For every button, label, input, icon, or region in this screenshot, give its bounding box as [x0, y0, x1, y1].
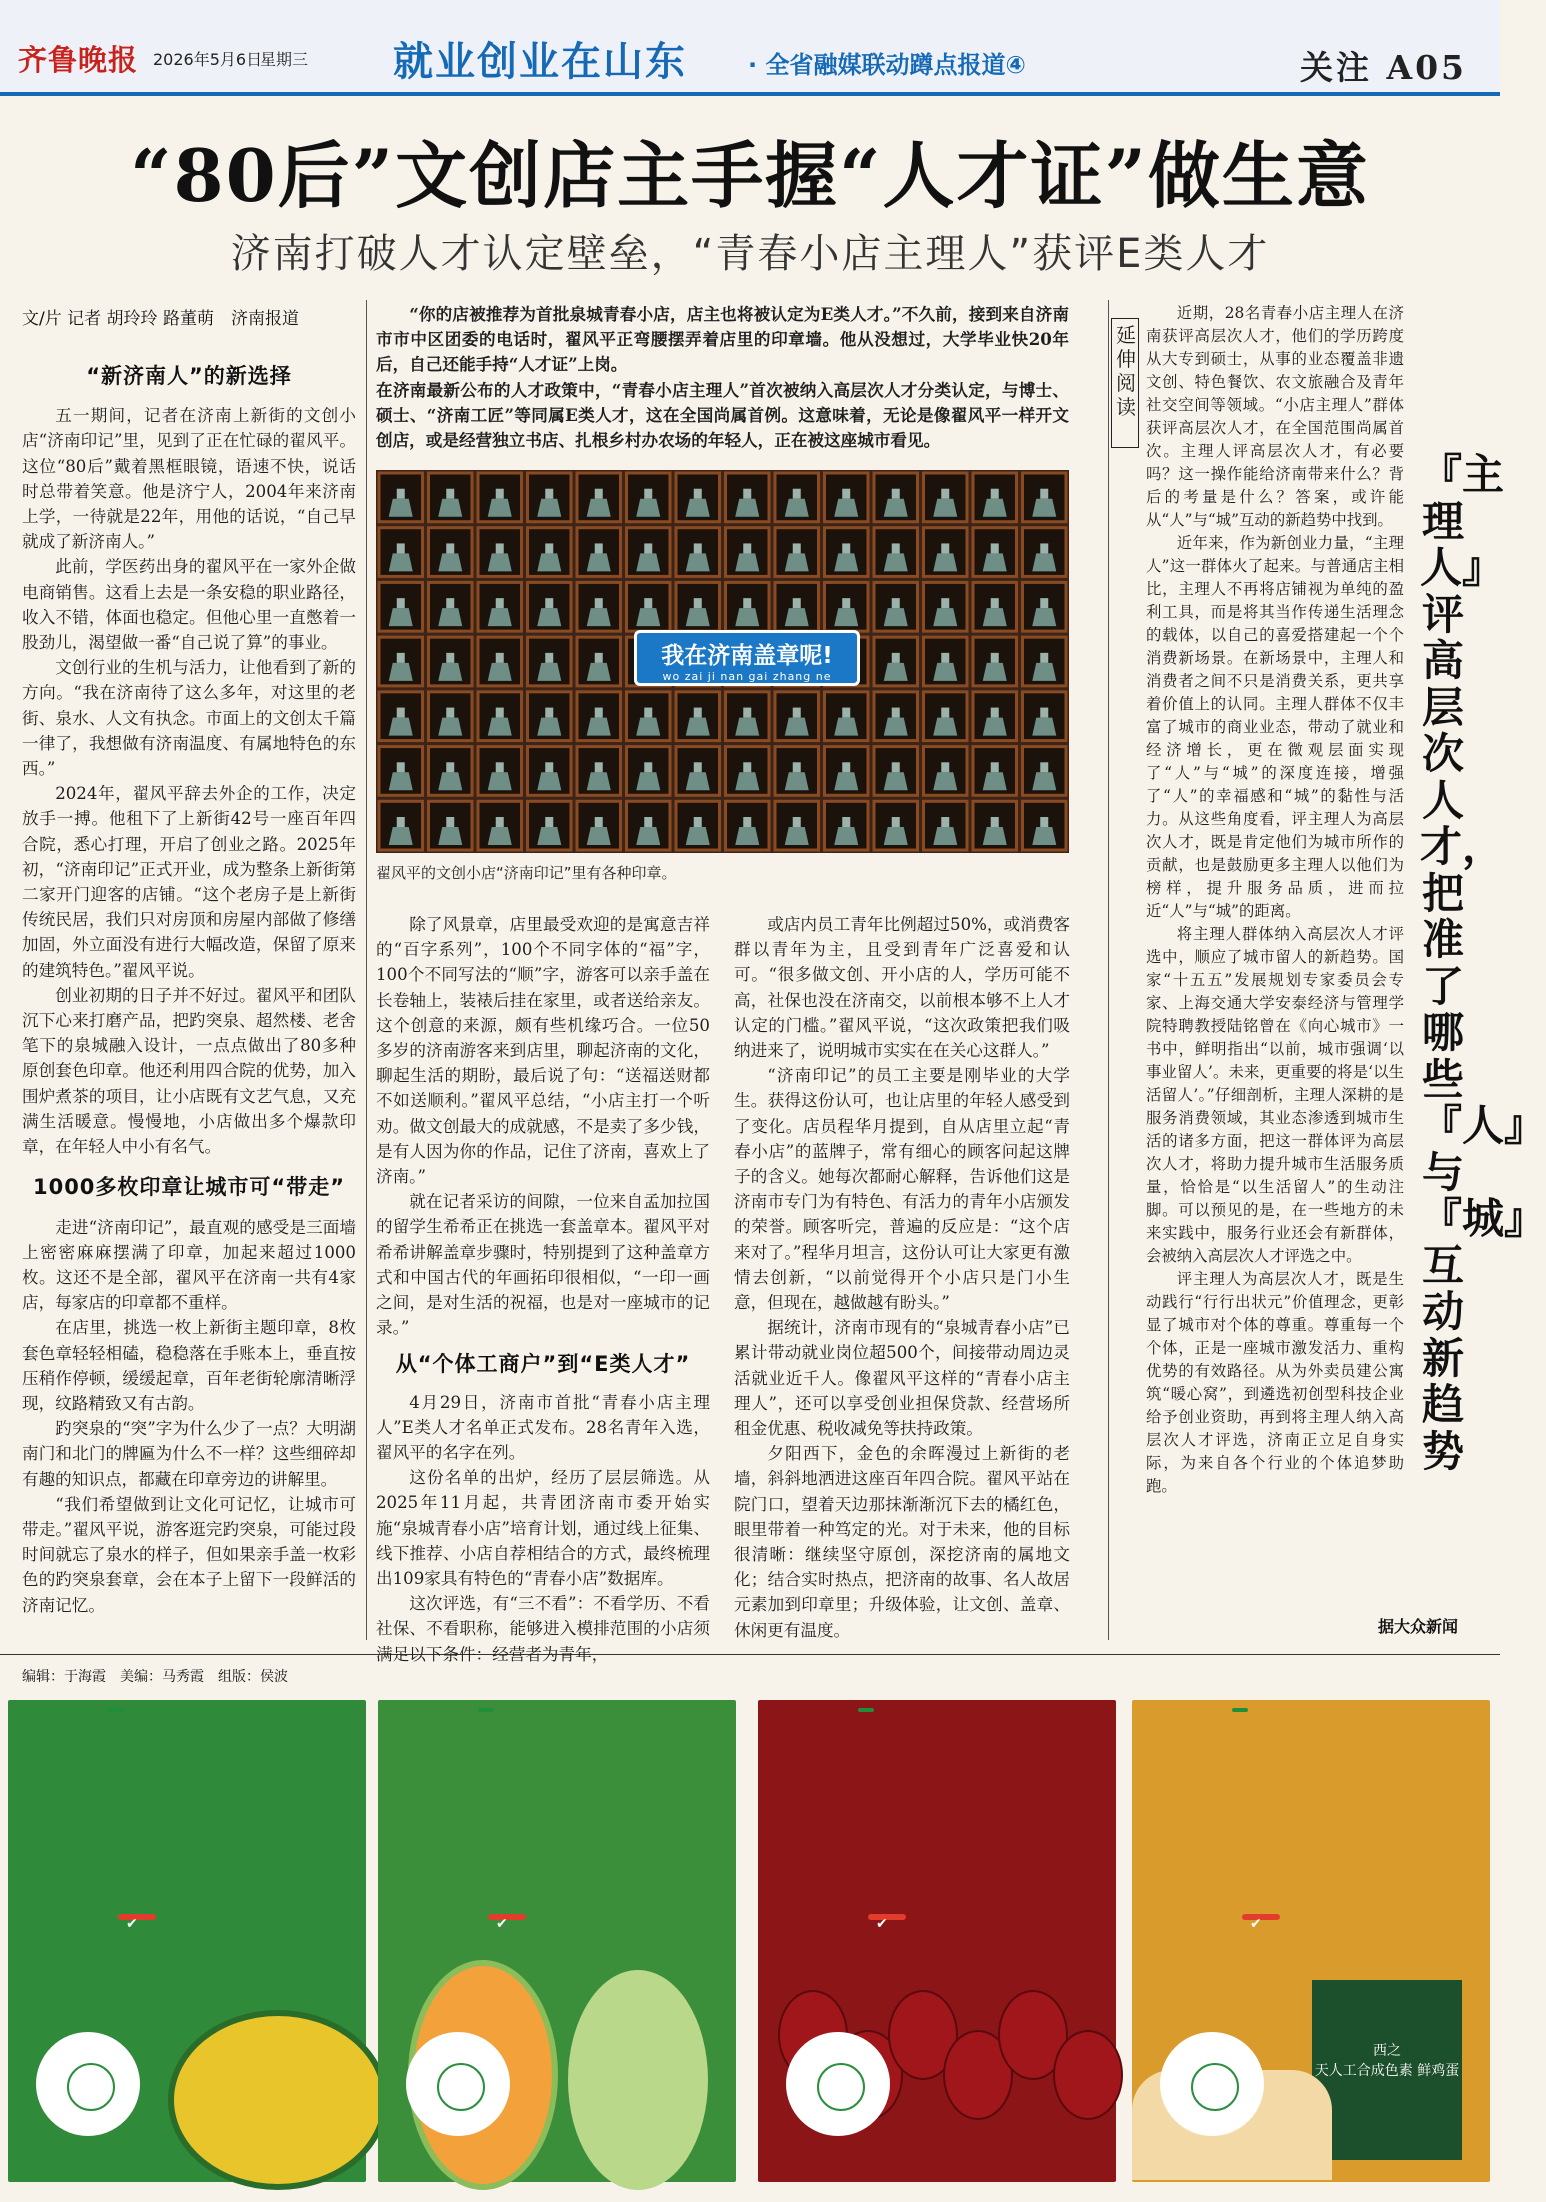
stamp-knob — [545, 489, 553, 499]
stamp-knob — [892, 817, 900, 827]
stamp — [488, 553, 512, 571]
stamp — [686, 553, 710, 571]
qr-code[interactable] — [786, 2032, 890, 2136]
lead-text: “你的店被推荐为首批泉城青春小店，店主也将被认定为E类人才。”不久前，接到来自济南市市中区团委的电话时，翟风平正弯腰摆弄着店里的印章墙。他从没想过，大学毕业快20年后，自己还能手持“人才证”上岗。 在济南最新公布的人才政策中，“青春小店主理人”首次被纳入高层次人才分类认定，与博士、硕士、“济南工匠”等同属E类人才，这在全国尚属首例。这意味着，无论是像翟风平一样开文创店，或是经营独立书店、扎根乡村办农场的年轻人，正在被这座城市看见。 — [376, 304, 1069, 451]
stamp — [983, 827, 1007, 845]
stamp — [933, 499, 957, 517]
stamp — [785, 499, 809, 517]
stamp — [884, 772, 908, 790]
stamp — [933, 718, 957, 736]
stamp — [587, 827, 611, 845]
stamp-knob — [793, 489, 801, 499]
stamp — [785, 772, 809, 790]
stamp — [438, 827, 462, 845]
stamp — [735, 499, 759, 517]
stamp — [587, 499, 611, 517]
stamp-knob — [793, 598, 801, 608]
stamp — [438, 553, 462, 571]
stamp — [834, 553, 858, 571]
sign-text: 我在济南盖章呢! — [661, 643, 833, 669]
stamp-knob — [595, 762, 603, 772]
stamp — [636, 718, 660, 736]
column-rule — [366, 300, 367, 1640]
stamp-knob — [694, 762, 702, 772]
stamp-knob — [1040, 653, 1048, 663]
paragraph: “济南印记”的员工主要是刚毕业的大学生。获得这份认可，也让店里的年轻人感受到了变化。店员程华月提到，自从店里立起“青春小店”的蓝牌子，常有细心的顾客问起这牌子的含义。她每次都耐心解释，告诉他们这是济南市专门为有特色、有活力的青年小店颁发的荣誉。顾客听完，普遍的反应是：“这个店来对了。”程华月坦言，这份认可让大家更有激情去创新，“以前觉得开个小店只是门小生意，但现在，越做越有盼头。” — [734, 1066, 1070, 1313]
stamp — [686, 718, 710, 736]
stamp-knob — [793, 817, 801, 827]
stamp — [587, 553, 611, 571]
section-page: 关注 A05 — [1300, 48, 1468, 87]
stamp-knob — [892, 762, 900, 772]
qr-logo — [437, 2063, 485, 2111]
stamp-knob — [793, 708, 801, 718]
stamp — [636, 608, 660, 626]
stamp-knob — [842, 762, 850, 772]
stamp — [735, 553, 759, 571]
column-rule — [1108, 300, 1109, 1640]
sidebar-label: 延伸阅读 — [1116, 323, 1136, 419]
stamp — [884, 663, 908, 681]
paragraph: 这次评选，有“三不看”：不看学历、不看社保、不看职称，能够进入模排范围的小店须满足以下条件：经营者为青年， — [376, 1594, 710, 1664]
topic-title: 就业创业在山东 — [393, 39, 687, 85]
stamp-knob — [743, 543, 751, 553]
stamp — [537, 499, 561, 517]
stamp — [389, 608, 413, 626]
stamp-knob — [991, 598, 999, 608]
product-ad[interactable] — [8, 1700, 366, 2182]
stamp-knob — [694, 543, 702, 553]
paragraph: 这份名单的出炉，经历了层层筛选。从2025年11月起，共青团济南市委开始实施“泉城青春小店”培育计划，通过线上征集、线下推荐、小店自荐相结合的方式，最终梳理出109家具有特色的“青春小店”数据库。 — [376, 1468, 710, 1589]
photo-caption: 翟风平的文创小店“济南印记”里有各种印章。 — [376, 864, 677, 882]
stamp — [488, 718, 512, 736]
stamp — [636, 553, 660, 571]
stamp-knob — [545, 598, 553, 608]
stamp — [686, 827, 710, 845]
paragraph: 4月29日，济南市首批“青春小店主理人”E类人才名单正式发布。28名青年入选，翟风平的名字在列。 — [376, 1392, 710, 1463]
stamp-knob — [743, 762, 751, 772]
stamp-knob — [644, 817, 652, 827]
issue-weekday: 星期三 — [260, 50, 309, 69]
stamp — [488, 663, 512, 681]
product-ad[interactable] — [378, 1700, 736, 2182]
section-heading: “新济南人”的新选择 — [86, 364, 292, 388]
stamp — [1032, 608, 1056, 626]
paragraph: 近年来，作为新创业力量，“主理人”这一群体火了起来。与普通店主相比，主理人不再将店铺视为单纯的盈利工具，而是将其当作传递生活理念的载体，以自己的喜爱搭建起一个个消费新场景。在新场景中，主理人和消费者之间不只是消费关系，更共享着价值上的认同。主理人群体不仅丰富了城市的商业业态，带动了就业和经济增长，更在微观层面实现了“人”与“城”的深度连接，增强了“人”的幸福感和“城”的黏性与活力。从这些角度看，评主理人为高层次人才，既是肯定他们为城市所作的贡献，也是鼓励更多主理人以他们为榜样，提升服务品质，进而拉近“人”与“城”的距离。 — [1146, 534, 1404, 920]
stamp — [933, 772, 957, 790]
stamp-knob — [397, 543, 405, 553]
stamp-knob — [842, 817, 850, 827]
box-text: 天人工合成色素 鲜鸡蛋 — [1314, 2063, 1460, 2079]
stamp — [1032, 718, 1056, 736]
stamp — [785, 827, 809, 845]
stamp — [389, 553, 413, 571]
stamp — [389, 718, 413, 736]
stamp-knob — [446, 762, 454, 772]
stamp-knob — [496, 762, 504, 772]
qr-logo — [1191, 2063, 1239, 2111]
stamp-knob — [1040, 598, 1048, 608]
qr-code[interactable] — [1160, 2032, 1264, 2136]
stamp — [438, 718, 462, 736]
stamp-knob — [892, 653, 900, 663]
stamp-knob — [644, 598, 652, 608]
paragraph: 走进“济南印记”，最直观的感受是三面墙上密密麻麻摆满了印章，加起来超过1000枚。这还不是全部，翟风平在济南一共有4家店，每家店的印章都不重样。 — [22, 1217, 356, 1313]
stamp-knob — [496, 489, 504, 499]
stamp — [983, 553, 1007, 571]
paragraph: 近期，28名青春小店主理人在济南获评高层次人才，他们的学历跨度从大专到硕士，从事的业态覆盖非遗文创、特色餐饮、农文旅融合及青年社交空间等领域。“小店主理人”群体获评高层次人才，在全国范围尚属首次。主理人评高层次人才，有必要吗？这一操作能给济南带来什么？背后的考量是什么？答案，或许能从“人”与“城”互动的新趋势中找到。 — [1146, 304, 1404, 529]
stamp-knob — [545, 817, 553, 827]
stamp — [488, 827, 512, 845]
footer-rule — [0, 1654, 1500, 1655]
stamp — [983, 718, 1007, 736]
stamp — [884, 718, 908, 736]
membership-card-badge — [1242, 1914, 1280, 1920]
stamp — [537, 608, 561, 626]
stamp-knob — [545, 653, 553, 663]
stamp — [884, 827, 908, 845]
stamp — [488, 499, 512, 517]
paragraph: 将主理人群体纳入高层次人才评选中，顺应了城市留人的新趋势。国家“十五五”发展规划专家委员会专家、上海交通大学安泰经济与管理学院特聘教授陆铭曾在《向心城市》一书中，鲜明指出“以前，城市强调‘以事业留人’。未来，更重要的将是‘以生活留人’。”仔细剖析，主理人深耕的是服务消费领域，其业态渗透到城市生活的诸多方面，把这一群体评为高层次人才，将助力提升城市生活服务质量，恰恰是“以生活留人”的生动注脚。可以预见的是，在一些地方的未来实践中，服务行业还会有新群体，会被纳入高层次人才评选之中。 — [1146, 925, 1404, 1265]
stamp — [834, 499, 858, 517]
stamp-knob — [892, 543, 900, 553]
stamp-knob — [991, 817, 999, 827]
stamp-knob — [941, 817, 949, 827]
stamp-knob — [397, 817, 405, 827]
stamp — [933, 663, 957, 681]
stamp-knob — [941, 598, 949, 608]
stamp — [834, 827, 858, 845]
stamp-knob — [397, 598, 405, 608]
stamp-knob — [892, 489, 900, 499]
series-title: · 全省融媒联动蹲点报道④ — [748, 51, 1026, 79]
main-headline: “80后”文创店主手握“人才证”做生意 — [130, 133, 1370, 218]
stamp-knob — [397, 762, 405, 772]
stamp-knob — [644, 708, 652, 718]
stamp-knob — [446, 817, 454, 827]
paragraph: 创业初期的日子并不好过。翟风平和团队沉下心来打磨产品，把趵突泉、超然楼、老舍笔下的泉城融入设计，一点点做出了80多种原创套色印章。他还利用四合院的优势，加入围炉煮茶的项目，让小店既有文艺气息，又充满生活暖意。慢慢地，小店做出多个爆款印章，在年轻人中小有名气。 — [22, 985, 356, 1157]
newspaper-logo: 齐鲁晚报 — [18, 43, 139, 77]
stamp — [686, 499, 710, 517]
stamp — [537, 718, 561, 736]
stamp-knob — [595, 489, 603, 499]
stamp — [1032, 663, 1056, 681]
membership-card-badge — [868, 1914, 906, 1920]
stamp-knob — [644, 543, 652, 553]
stamp — [884, 608, 908, 626]
paragraph: 评主理人为高层次人才，既是生动践行“行行出状元”价值理念，更彰显了城市对个体的尊重。尊重每一个个体，正是一座城市激发活力、重构优势的有效路径。从为外卖员建公寓筑“暖心窝”，到遴选初创型科技企业给予创业资助，再到将主理人纳入高层次人才评选，济南正立足自身实际，为来自各个行业的个体追梦助跑。 — [1146, 1270, 1404, 1495]
paragraph: 此前，学医药出身的翟风平在一家外企做电商销售。这看上去是一条安稳的职业路径，收入不错，体面也稳定。但他心里一直憋着一股劲儿，渴望做一番“自己说了算”的事业。 — [22, 557, 356, 653]
stamp — [983, 608, 1007, 626]
stamp-knob — [496, 708, 504, 718]
egg-box — [1312, 1980, 1462, 2160]
stamp — [537, 772, 561, 790]
section-heading: 1000多枚印章让城市可“带走” — [32, 1175, 346, 1200]
stamp-knob — [397, 708, 405, 718]
section-heading: 从“个体工商户”到“E类人才” — [395, 1352, 691, 1377]
stamp — [587, 663, 611, 681]
stamp — [735, 827, 759, 845]
stamp-knob — [743, 708, 751, 718]
stamp — [1032, 827, 1056, 845]
stamp-knob — [743, 598, 751, 608]
stamp-knob — [941, 489, 949, 499]
membership-card-badge — [488, 1914, 526, 1920]
column-3 — [734, 912, 1070, 1642]
stamp-knob — [892, 708, 900, 718]
stamp — [933, 608, 957, 626]
brand-badge — [1232, 1708, 1248, 1712]
stamp-knob — [1040, 489, 1048, 499]
sign-pinyin: wo zai ji nan gai zhang ne — [662, 670, 832, 683]
paragraph: 夕阳西下，金色的余晖漫过上新街的老墙，斜斜地洒进这座百年四合院。翟风平站在院门口，望着天边那抹渐渐沉下去的橘红色，眼里带着一种笃定的光。对于未来，他的目标很清晰：继续坚守原创，深挖济南的属地文化；结合实时热点，把济南的故事、名人故居元素加到印章里；升级体验，让文创、盖章、休闲更有温度。 — [734, 1444, 1070, 1640]
article-lead — [376, 302, 1069, 452]
stamp — [636, 772, 660, 790]
stamp-knob — [694, 598, 702, 608]
stamp — [735, 608, 759, 626]
stamp — [587, 718, 611, 736]
stamp-knob — [941, 762, 949, 772]
paragraph: 据统计，济南市现有的“泉城青春小店”已累计带动就业岗位超500个，间接带动周边灵活就业近千人。像翟风平这样的“青春小店主理人”，还可以享受创业担保贷款、经营场所租金优惠、税收减免等扶持政策。 — [734, 1318, 1070, 1439]
brand-badge — [478, 1708, 494, 1712]
stamp — [438, 608, 462, 626]
stamp — [537, 663, 561, 681]
stamp — [983, 772, 1007, 790]
box-brand: 西之 — [1373, 2043, 1401, 2059]
stamp-knob — [496, 543, 504, 553]
stamp — [537, 553, 561, 571]
stamp-knob — [644, 489, 652, 499]
stamp-knob — [397, 489, 405, 499]
stamp-knob — [446, 653, 454, 663]
stamp — [488, 608, 512, 626]
stamp — [1032, 772, 1056, 790]
paragraph: 趵突泉的“突”字为什么少了一点？大明湖南门和北门的牌匾为什么不一样？这些细碎却有趣的知识点，都藏在印章旁边的讲解里。 — [22, 1419, 356, 1489]
stamp-knob — [941, 543, 949, 553]
paragraph: 除了风景章，店里最受欢迎的是寓意吉祥的“百字系列”，100个不同字体的“福”字，100个不同写法的“顺”字，游客可以亲手盖在长卷轴上，装裱后挂在家里，或者送给亲友。这个创意的来源，颇有些机缘巧合。一位50多岁的济南游客来到店里，聊起济南的文化，聊起生活的期盼，最后说了句：“送福送财都不如送顺利。”翟风平总结，“小店主打一个听劝。做文创最大的成就感，不是卖了多少钱，是有人因为你的作品，记住了济南，喜欢上了济南。” — [376, 915, 710, 1187]
membership-card-badge — [118, 1914, 156, 1920]
paragraph: 就在记者采访的间隙，一位来自孟加拉国的留学生希希正在挑选一套盖章本。翟风平对希希讲解盖章步骤时，特别提到了这种盖章方式和中国古代的年画拓印很相似，“一印一画之间，是对生活的祝福，也是对一座城市的记录。” — [376, 1192, 710, 1338]
photo-sign — [634, 630, 860, 686]
stamp — [933, 553, 957, 571]
column-2 — [376, 912, 710, 1664]
stamp — [587, 608, 611, 626]
stamp-knob — [793, 543, 801, 553]
stamp — [587, 772, 611, 790]
stamp-knob — [991, 708, 999, 718]
stamp — [834, 772, 858, 790]
stamp-knob — [991, 653, 999, 663]
stamp-knob — [595, 598, 603, 608]
stamp-knob — [446, 598, 454, 608]
stamp-knob — [1040, 817, 1048, 827]
stamp-knob — [1040, 543, 1048, 553]
stamp-knob — [496, 598, 504, 608]
stamp — [884, 553, 908, 571]
stamp — [983, 499, 1007, 517]
stamp-knob — [545, 762, 553, 772]
stamp — [785, 608, 809, 626]
stamp — [735, 718, 759, 736]
stamp-knob — [397, 653, 405, 663]
brand-badge — [858, 1708, 874, 1712]
stamp-knob — [743, 817, 751, 827]
stamp-knob — [595, 708, 603, 718]
stamp-knob — [842, 708, 850, 718]
stamp-wall-photo — [376, 470, 1069, 853]
stamp — [686, 608, 710, 626]
stamp — [488, 772, 512, 790]
news-source: 据大众新闻 — [1378, 1617, 1459, 1636]
section-body — [734, 912, 1070, 1643]
byline: 文/片 记者 胡玲玲 路董萌 济南报道 — [22, 309, 299, 329]
stamp — [686, 772, 710, 790]
stamp — [983, 663, 1007, 681]
stamp — [389, 499, 413, 517]
qr-logo — [817, 2063, 865, 2111]
paragraph: 文创行业的生机与活力，让他看到了新的方向。“我在济南待了这么多年，对这里的老街、泉水、人文有执念。市面上的文创太千篇一律了，我想做有济南温度、有属地特色的东西。” — [22, 658, 356, 779]
section-body — [376, 1390, 710, 1667]
qr-code[interactable] — [406, 2032, 510, 2136]
stamp-knob — [446, 543, 454, 553]
stamp-knob — [545, 543, 553, 553]
stamp-knob — [941, 653, 949, 663]
stamp-knob — [842, 598, 850, 608]
stamp-knob — [595, 543, 603, 553]
stamp-knob — [694, 708, 702, 718]
sub-headline: 济南打破人才认定壁垒，“青春小店主理人”获评E类人才 — [230, 231, 1270, 277]
stamp — [834, 608, 858, 626]
stamp-knob — [842, 489, 850, 499]
stamp-knob — [1040, 762, 1048, 772]
stamp-knob — [941, 708, 949, 718]
sidebar-headline-text: 『主理人』评高层次人才，把准了哪些『人』与『城』互动新趋势 — [1420, 450, 1546, 1476]
paragraph: “我们希望做到让文化可记忆，让城市可带走。”翟风平说，游客逛完趵突泉，可能过段时间就忘了泉水的样子，但如果亲手盖一枚彩色的趵突泉套章，会在本子上留下一段鲜活的济南记忆。 — [22, 1494, 356, 1615]
sidebar-headline — [1408, 450, 1546, 1612]
stamp — [636, 499, 660, 517]
stamp-knob — [595, 817, 603, 827]
stamp — [438, 772, 462, 790]
stamp-knob — [694, 489, 702, 499]
stamp-knob — [446, 489, 454, 499]
stamp — [834, 718, 858, 736]
section-body — [22, 1215, 356, 1618]
stamp — [438, 499, 462, 517]
stamp — [785, 553, 809, 571]
stamp — [636, 827, 660, 845]
section-body — [376, 912, 710, 1340]
stamp — [1032, 499, 1056, 517]
qr-code[interactable] — [36, 2032, 140, 2136]
stamp — [735, 772, 759, 790]
stamp — [389, 772, 413, 790]
qr-logo — [67, 2063, 115, 2111]
editorial-credits: 编辑：于海霞 美编：马秀霞 组版：侯波 — [22, 1669, 288, 1685]
stamp — [785, 718, 809, 736]
paragraph: 五一期间，记者在济南上新街的文创小店“济南印记”里，见到了正在忙碌的翟风平。这位“80后”戴着黑框眼镜，语速不快，说话时总带着笑意。他是济宁人，2004年来济南上学，一待就是22年，用他的话说，“自己早就成了新济南人。” — [22, 406, 356, 552]
stamp — [884, 499, 908, 517]
stamp-knob — [842, 543, 850, 553]
stamp-knob — [446, 708, 454, 718]
section-body — [22, 403, 356, 1159]
stamp — [537, 827, 561, 845]
stamp — [1032, 553, 1056, 571]
stamp-knob — [644, 762, 652, 772]
paragraph: 在店里，挑选一枚上新街主题印章，8枚套色章轻轻相磕，稳稳落在手账本上，垂直按压稍作停顿，缓缓起章，百年老街轮廓清晰浮现，纹路精致又有古韵。 — [22, 1318, 356, 1413]
stamp-knob — [694, 817, 702, 827]
stamp-knob — [595, 653, 603, 663]
stamp — [933, 827, 957, 845]
brand-badge — [108, 1708, 124, 1712]
stamp — [438, 663, 462, 681]
stamp-knob — [991, 489, 999, 499]
stamp-knob — [892, 598, 900, 608]
stamp-knob — [991, 762, 999, 772]
stamp-knob — [496, 817, 504, 827]
stamp — [389, 663, 413, 681]
stamp-knob — [545, 708, 553, 718]
product-ad[interactable] — [1132, 1700, 1490, 2182]
stamp-knob — [793, 762, 801, 772]
stamp-knob — [496, 653, 504, 663]
product-ad[interactable] — [758, 1700, 1116, 2182]
stamp-knob — [743, 489, 751, 499]
masthead-rule — [0, 92, 1500, 96]
stamp-knob — [1040, 708, 1048, 718]
paragraph: 或店内员工青年比例超过50%，或消费客群以青年为主，且受到青年广泛喜爱和认可。“很多做文创、开小店的人，学历可能不高，社保也没在济南交，以前根本够不上人才认定的门槛。”翟风平说，“这次政策把我们吸纳进来了，说明城市实实在在关心这群人。” — [734, 915, 1070, 1061]
stamp-knob — [991, 543, 999, 553]
column-1 — [22, 336, 356, 1636]
issue-date: 2026年5月6日 — [153, 50, 263, 69]
paragraph: 2024年，翟风平辞去外企的工作，决定放手一搏。他租下了上新街42号一座百年四合院，悉心打理，开启了创业之路。2025年初，“济南印记”正式开业，成为整条上新街第二家开门迎客的店铺。“这个老房子是上新街传统民居，我们只对房顶和房屋内部做了修缮加固，外立面没有进行大幅改造，保留了原来的建筑特色。”翟风平说。 — [22, 784, 356, 980]
stamp — [389, 827, 413, 845]
